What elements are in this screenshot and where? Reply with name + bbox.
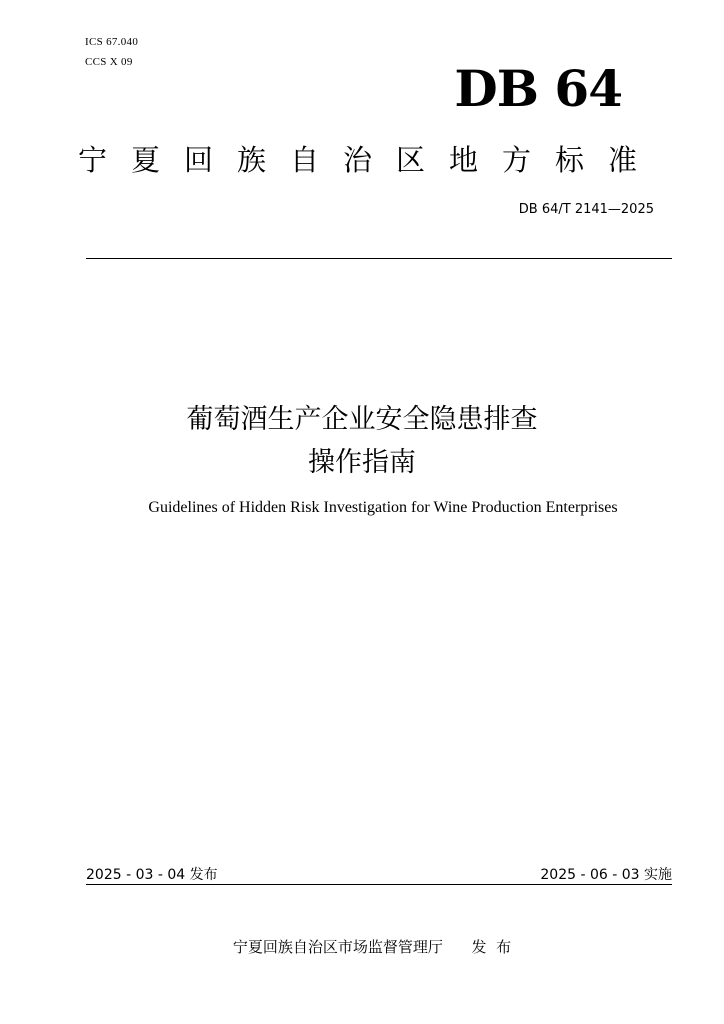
db64-logo: DB 64 (454, 59, 622, 118)
implementation-date: 2025 - 06 - 03 实施 (540, 867, 672, 883)
document-title-line-1: 葡萄酒生产企业安全隐患排查 (186, 404, 538, 435)
document-title-line-2: 操作指南 (308, 447, 416, 478)
local-standard-title: 宁夏回族自治区地方标准 (78, 143, 662, 177)
ics-code: ICS 67.040 (85, 36, 139, 48)
top-divider (86, 258, 672, 259)
issue-date: 2025 - 03 - 04 发布 (86, 867, 218, 883)
standard-number: DB 64/T 2141—2025 (518, 202, 654, 217)
ccs-code: CCS X 09 (85, 56, 133, 68)
document-title-english: Guidelines of Hidden Risk Investigation for Wine Production Enterprises (148, 499, 618, 516)
bottom-divider (86, 884, 672, 885)
publisher: 宁夏回族自治区市场监督管理厅 发 布 (232, 938, 512, 956)
